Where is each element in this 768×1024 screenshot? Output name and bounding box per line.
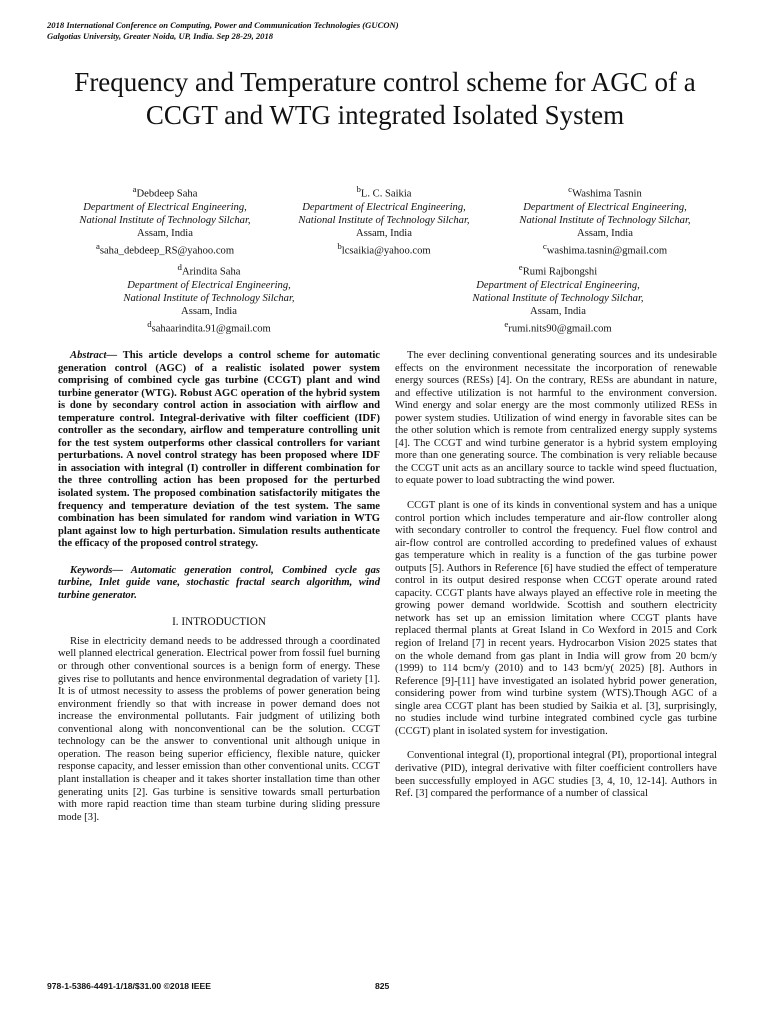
author-block-c bbox=[495, 183, 715, 257]
keywords-text: Automatic generation control, Combined cycle gas turbine, Inlet guide vane, stochastic fractal search algorithm, wind turbine generator. bbox=[58, 564, 380, 601]
author-dept: Department of Electrical Engineering, bbox=[127, 279, 291, 291]
author-institute: National Institute of Technology Silchar, bbox=[298, 214, 470, 226]
author-block-e bbox=[448, 261, 668, 335]
author-dept: Department of Electrical Engineering, bbox=[476, 279, 640, 291]
author-institute: National Institute of Technology Silchar, bbox=[472, 292, 644, 304]
author-dept: Department of Electrical Engineering, bbox=[302, 201, 466, 213]
author-name: $^a$Debdeep Saha bbox=[132, 184, 198, 200]
author-location: Assam, India bbox=[530, 305, 586, 317]
paragraph-res: The ever declining conventional generating sources and its undesirable effects on the environment necessitate the incorporation of renewable energy sources (RESs) [4]. On the contrary, RESs are abundant in nature, and effective utilization is not harmful to the environment conversion. Wind energy and solar energy are the most commonly utilized RESs in power system studies. Utilization of wind energy in favorable sites can be the other solution which is remote from centralized energy supply systems [4]. The CCGT and wind turbine generator is a hybrid system employing more than one generating source. The combination is very reliable because the CCGT unit acts as an ancillary source to tackle wind speed fluctuation, to equate power to load subtracting the wind power. bbox=[395, 350, 717, 487]
author-location: Assam, India bbox=[181, 305, 237, 317]
author-location: Assam, India bbox=[577, 227, 633, 239]
author-location: Assam, India bbox=[137, 227, 193, 239]
author-name: $^c$Washima Tasnin bbox=[568, 184, 642, 200]
footer-isbn: 978-1-5386-4491-1/18/$31.00 ©2018 IEEE bbox=[47, 981, 212, 991]
author-name: $^b$L. C. Saikia bbox=[356, 184, 412, 200]
abstract-text: This article develops a control scheme for automatic generation control (AGC) of a realistic isolated power system comprising of combined cycle gas turbine (CCGT) plant and wind turbine generator (WTG). Robust AGC operation of the hybrid system is done by secondary control action in association with airflow and temperature control. Integral-derivative with filter coefficient (IDF) controller as the secondary, airflow and temperature controlling unit for the test system outperforms other classical controllers for variant perturbations. A novel control strategy has been proposed where IDF in association with integral (I) controller in different combination for the three controlling action has been proposed for the perturbed isolated system. The proposed combination satisfactorily mitigates the frequency and temperature deviation of the test system. The same combination has been simulated for random wind variation in WTG plant against low to high perturbation. Simulation results authenticate the efficacy of the proposed control strategy. bbox=[58, 350, 380, 550]
abstract-label: Abstract— bbox=[70, 350, 118, 361]
author-email[interactable]: $^a$saha_debdeep_RS@yahoo.com bbox=[95, 240, 235, 257]
author-block-a bbox=[55, 183, 275, 257]
author-email[interactable]: $^e$rumi.nits90@gmail.com bbox=[504, 318, 612, 335]
author-dept: Department of Electrical Engineering, bbox=[83, 201, 247, 213]
page-number: 825 bbox=[375, 981, 390, 991]
section-heading-introduction: I. INTRODUCTION bbox=[172, 616, 266, 629]
paper-title: Frequency and Temperature control scheme for AGC of a CCGT and WTG integrated Isolated System bbox=[74, 67, 696, 130]
author-block-d bbox=[99, 261, 319, 335]
keywords bbox=[58, 565, 380, 603]
conference-header bbox=[47, 20, 399, 42]
conference-name: 2018 International Conference on Computing, Power and Communication Technologies (GUCON) bbox=[47, 20, 399, 30]
left-column bbox=[58, 350, 380, 824]
author-name: $^d$Arindita Saha bbox=[177, 262, 241, 278]
keywords-label: Keywords— bbox=[70, 564, 123, 576]
author-email[interactable]: $^c$washima.tasnin@gmail.com bbox=[542, 240, 668, 257]
right-column bbox=[395, 350, 717, 801]
author-dept: Department of Electrical Engineering, bbox=[523, 201, 687, 213]
author-email[interactable]: $^b$lcsaikia@yahoo.com bbox=[337, 240, 431, 257]
paragraph-controllers: Conventional integral (I), proportional integral (PI), proportional integral derivative (PID), integral derivative with filter coefficient controllers have been successfully employed in AGC studies [3, 4, 10, 12-14]. Authors in Ref. [3] compared the performance of a number of classical bbox=[395, 750, 717, 800]
abstract bbox=[58, 350, 380, 551]
intro-paragraph-1: Rise in electricity demand needs to be addressed through a coordinated well planned electrical generation. Electrical power from fossil fuel burning or through other conventional sources is a benign form of energy. These gives rise to pollutants and hence environmental degradation of variety [1]. It is of utmost necessity to assess the problems of power generation being environment friendly so that with increase in power demand does not increase the environmental pollutants. Fair judgment of utilizing both conventional along with nonconventional can be the solution. CCGT technology can be the answer to conventional unit although unique in operation. The reason being superior efficiency, flexible nature, quicker response capacity, and lesser emission than other conventional units. CCGT plant installation is cheaper and it takes shorter installation time than other generating units [2]. Gas turbine is sensitive towards small perturbation with more rapid reaction time than steam turbine during sliding pressure mode [3]. bbox=[58, 635, 380, 823]
author-name: $^e$Rumi Rajbongshi bbox=[518, 262, 598, 278]
author-block-b bbox=[274, 183, 494, 257]
author-institute: National Institute of Technology Silchar, bbox=[519, 214, 691, 226]
author-email[interactable]: $^d$sahaarindita.91@gmail.com bbox=[147, 318, 271, 335]
conference-venue: Galgotias University, Greater Noida, UP, India. Sep 28-29, 2018 bbox=[47, 31, 274, 41]
paragraph-ccgt: CCGT plant is one of its kinds in conventional system and has a unique control portion which includes temperature and air-flow controller along with secondary controller to control the frequency. Fuel flow control and air-flow control are controlled according to predefined values of exhaust gas temperature which in reality is a function of the gas turbine power outputs [5]. Authors in Reference [6] have studied the effect of temperature control in its output desired response when CCGT operate around rated capacity. CCGT plants have always played an effective role in meeting the growing power demand worldwide. Scottish and southern electricity network has set up an emission limitation where CCGT plants have replaced thermal plants at Great Island in Co Wexford in 2015 and Cork region of Ireland [7] in recent years. Hydrocarbon Vision 2025 states that on the whole demand from gas plant in India will grow from 20 bcm/y (1999) to 114 bcm/y (2010) and to 143 bcm/y( 2025) [8]. Authors in Reference [9]-[11] have investigated an isolated hybrid power generation, considering power from wind turbine system (WTS).Though AGC of a single area CCGT plant has been studied by Saikia et al. [3], surprisingly, no studies include wind turbine integrated combined cycle gas turbine (CCGT) plant in isolated system for investigation. bbox=[395, 500, 717, 737]
author-location: Assam, India bbox=[356, 227, 412, 239]
author-institute: National Institute of Technology Silchar, bbox=[79, 214, 251, 226]
author-institute: National Institute of Technology Silchar, bbox=[123, 292, 295, 304]
